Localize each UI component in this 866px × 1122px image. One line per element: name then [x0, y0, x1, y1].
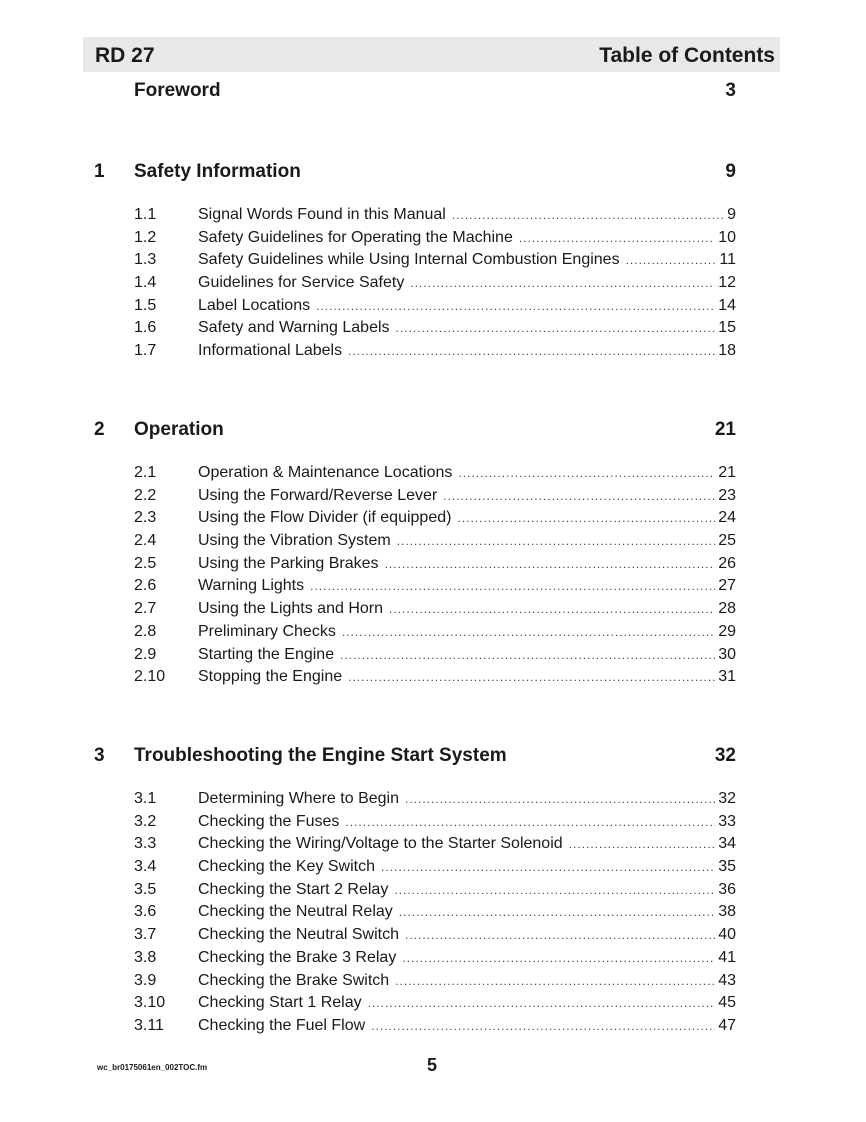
entry-page: 14	[718, 296, 736, 314]
dot-leader	[345, 812, 715, 832]
toc-entry[interactable]	[0, 834, 866, 857]
entry-title: Using the Parking Brakes	[198, 554, 379, 572]
entry-page: 31	[718, 668, 736, 686]
toc-entry[interactable]	[0, 645, 866, 668]
toc-foreword[interactable]	[134, 80, 736, 102]
chapter-page: 32	[714, 745, 736, 766]
entry-number: 1.3	[134, 251, 157, 269]
dot-leader	[452, 205, 724, 225]
toc-entry[interactable]	[0, 341, 866, 364]
page-header	[83, 37, 780, 72]
entry-page: 27	[718, 577, 736, 595]
entry-page: 10	[718, 228, 736, 246]
toc-entry[interactable]	[0, 296, 866, 319]
chapter-3	[0, 745, 866, 1039]
dot-leader	[342, 622, 715, 642]
entry-page: 21	[718, 464, 736, 481]
toc-entry[interactable]	[0, 250, 866, 273]
toc-entry[interactable]	[0, 205, 866, 228]
entry-page: 47	[718, 1016, 736, 1034]
dot-leader	[458, 463, 715, 483]
document-id: RD 27	[95, 44, 155, 67]
entry-page: 30	[718, 645, 736, 663]
toc-entry[interactable]	[0, 667, 866, 690]
toc-entry[interactable]	[0, 812, 866, 835]
entry-title: Safety Guidelines while Using Internal Combustion Engines	[198, 251, 620, 269]
entry-number: 2.4	[134, 532, 157, 550]
entry-title: Warning Lights	[198, 577, 305, 595]
entry-title: Stopping the Engine	[198, 668, 343, 686]
entry-number: 2.7	[134, 600, 157, 618]
entry-page: 29	[718, 622, 736, 640]
entry-page: 9	[727, 206, 736, 223]
entry-page: 35	[718, 858, 736, 876]
entry-number: 3.8	[134, 948, 157, 966]
toc-entry[interactable]	[0, 948, 866, 971]
toc-entry[interactable]	[0, 902, 866, 925]
chapter-page: 21	[714, 419, 736, 440]
entry-number: 2.1	[134, 464, 157, 481]
dot-leader	[397, 531, 716, 551]
dot-leader	[340, 645, 715, 665]
dot-leader	[389, 599, 715, 619]
entry-page: 34	[718, 835, 736, 853]
dot-leader	[381, 857, 715, 877]
entry-title: Checking the Brake Switch	[198, 971, 390, 989]
entry-title: Determining Where to Begin	[198, 790, 399, 807]
entry-number: 2.8	[134, 622, 157, 640]
entry-page: 40	[718, 926, 736, 944]
toc-entry[interactable]	[0, 971, 866, 994]
entry-title: Using the Lights and Horn	[198, 600, 383, 618]
entry-number: 2.10	[134, 668, 166, 686]
toc-entry[interactable]	[0, 599, 866, 622]
page-title: Table of Contents	[599, 44, 775, 67]
entry-number: 3.5	[134, 880, 157, 898]
entry-title: Guidelines for Service Safety	[198, 274, 405, 292]
toc-entry-list	[0, 463, 866, 690]
entry-number: 3.4	[134, 858, 157, 876]
entry-page: 38	[718, 903, 736, 921]
entry-title: Checking the Neutral Relay	[198, 903, 393, 921]
toc-entry-list	[0, 205, 866, 364]
toc-entry[interactable]	[0, 857, 866, 880]
footer-filename: wc_br0175061en_002TOC.fm	[97, 1063, 208, 1072]
entry-title: Label Locations	[198, 296, 311, 314]
chapter-number: 2	[94, 419, 105, 440]
entry-title: Safety and Warning Labels	[198, 319, 390, 337]
dot-leader	[396, 318, 716, 338]
chapter-title: Operation	[134, 419, 224, 440]
entry-page: 28	[718, 600, 736, 618]
toc-entry[interactable]	[0, 508, 866, 531]
dot-leader	[348, 667, 715, 687]
entry-title: Using the Flow Divider (if equipped)	[198, 509, 452, 527]
chapter-title: Safety Information	[134, 161, 301, 182]
toc-entry[interactable]	[0, 880, 866, 903]
toc-entry[interactable]	[0, 463, 866, 486]
entry-number: 3.10	[134, 994, 166, 1012]
entry-page: 23	[718, 486, 736, 504]
entry-page: 15	[718, 319, 736, 337]
foreword-title: Foreword	[134, 80, 221, 101]
entry-number: 3.6	[134, 903, 157, 921]
entry-page: 36	[718, 880, 736, 898]
entry-title: Safety Guidelines for Operating the Machine	[198, 228, 513, 246]
entry-title: Checking the Brake 3 Relay	[198, 948, 397, 966]
dot-leader	[405, 789, 715, 809]
entry-page: 26	[718, 554, 736, 572]
entry-number: 3.2	[134, 812, 157, 830]
entry-title: Operation & Maintenance Locations	[198, 464, 453, 481]
entry-page: 11	[719, 251, 736, 269]
entry-number: 1.2	[134, 228, 157, 246]
dot-leader	[402, 948, 715, 968]
entry-number: 1.4	[134, 274, 157, 292]
dot-leader	[368, 993, 716, 1013]
entry-title: Using the Vibration System	[198, 532, 391, 550]
toc-entry[interactable]	[0, 576, 866, 599]
entry-number: 1.6	[134, 319, 157, 337]
chapter-heading[interactable]	[0, 419, 866, 445]
entry-number: 1.5	[134, 296, 157, 314]
toc-entry[interactable]	[0, 273, 866, 296]
entry-page: 33	[718, 812, 736, 830]
entry-number: 2.5	[134, 554, 157, 572]
toc-entry-list	[0, 789, 866, 1039]
entry-number: 3.3	[134, 835, 157, 853]
toc-entry[interactable]	[0, 531, 866, 554]
entry-number: 2.2	[134, 486, 157, 504]
entry-title: Checking the Neutral Switch	[198, 926, 399, 944]
chapter-title: Troubleshooting the Engine Start System	[134, 745, 507, 766]
dot-leader	[348, 341, 715, 361]
entry-number: 3.1	[134, 790, 157, 807]
toc-entry[interactable]	[0, 993, 866, 1016]
footer-page-number: 5	[427, 1055, 438, 1075]
chapter-2	[0, 419, 866, 690]
entry-number: 2.9	[134, 645, 157, 663]
dot-leader	[385, 554, 716, 574]
toc-entry[interactable]	[0, 622, 866, 645]
toc-entry[interactable]	[0, 486, 866, 509]
dot-leader	[394, 880, 715, 900]
dot-leader	[310, 576, 715, 596]
entry-page: 18	[718, 342, 736, 360]
dot-leader	[371, 1016, 715, 1036]
entry-number: 1.7	[134, 342, 157, 360]
entry-title: Checking the Wiring/Voltage to the Starter Solenoid	[198, 835, 563, 853]
entry-title: Checking Start 1 Relay	[198, 994, 362, 1012]
entry-number: 3.7	[134, 926, 157, 944]
dot-leader	[399, 902, 715, 922]
dot-leader	[457, 508, 715, 528]
entry-title: Checking the Start 2 Relay	[198, 880, 389, 898]
toc-entry[interactable]	[0, 925, 866, 948]
dot-leader	[519, 228, 715, 248]
chapter-number: 1	[94, 161, 105, 182]
entry-title: Checking the Fuses	[198, 812, 340, 830]
entry-number: 1.1	[134, 206, 157, 223]
entry-page: 43	[718, 971, 736, 989]
chapter-heading[interactable]	[0, 161, 866, 187]
entry-number: 2.3	[134, 509, 157, 527]
foreword-page: 3	[725, 80, 736, 101]
entry-page: 12	[718, 274, 736, 292]
toc-entry[interactable]	[0, 554, 866, 577]
dot-leader	[443, 486, 715, 506]
entry-title: Starting the Engine	[198, 645, 335, 663]
entry-title: Checking the Fuel Flow	[198, 1016, 366, 1034]
toc-entry[interactable]	[0, 318, 866, 341]
dot-leader	[395, 971, 715, 991]
toc-entry[interactable]	[0, 1016, 866, 1039]
dot-leader	[626, 250, 717, 270]
chapter-heading[interactable]	[0, 745, 866, 771]
chapter-1	[0, 161, 866, 364]
entry-title: Signal Words Found in this Manual	[198, 206, 446, 223]
dot-leader	[405, 925, 715, 945]
toc-entry[interactable]	[0, 228, 866, 251]
dot-leader	[316, 296, 715, 316]
entry-title: Preliminary Checks	[198, 622, 336, 640]
entry-number: 2.6	[134, 577, 157, 595]
entry-number: 3.9	[134, 971, 157, 989]
entry-number: 3.11	[134, 1016, 164, 1034]
entry-page: 45	[718, 994, 736, 1012]
toc-entry[interactable]	[0, 789, 866, 812]
dot-leader	[569, 834, 716, 854]
entry-page: 24	[718, 509, 736, 527]
entry-title: Informational Labels	[198, 342, 343, 360]
chapter-page: 9	[725, 161, 736, 182]
entry-page: 41	[718, 948, 736, 966]
dot-leader	[410, 273, 715, 293]
entry-page: 32	[718, 790, 736, 807]
entry-title: Using the Forward/Reverse Lever	[198, 486, 438, 504]
entry-page: 25	[718, 532, 736, 550]
chapter-number: 3	[94, 745, 105, 766]
entry-title: Checking the Key Switch	[198, 858, 375, 876]
